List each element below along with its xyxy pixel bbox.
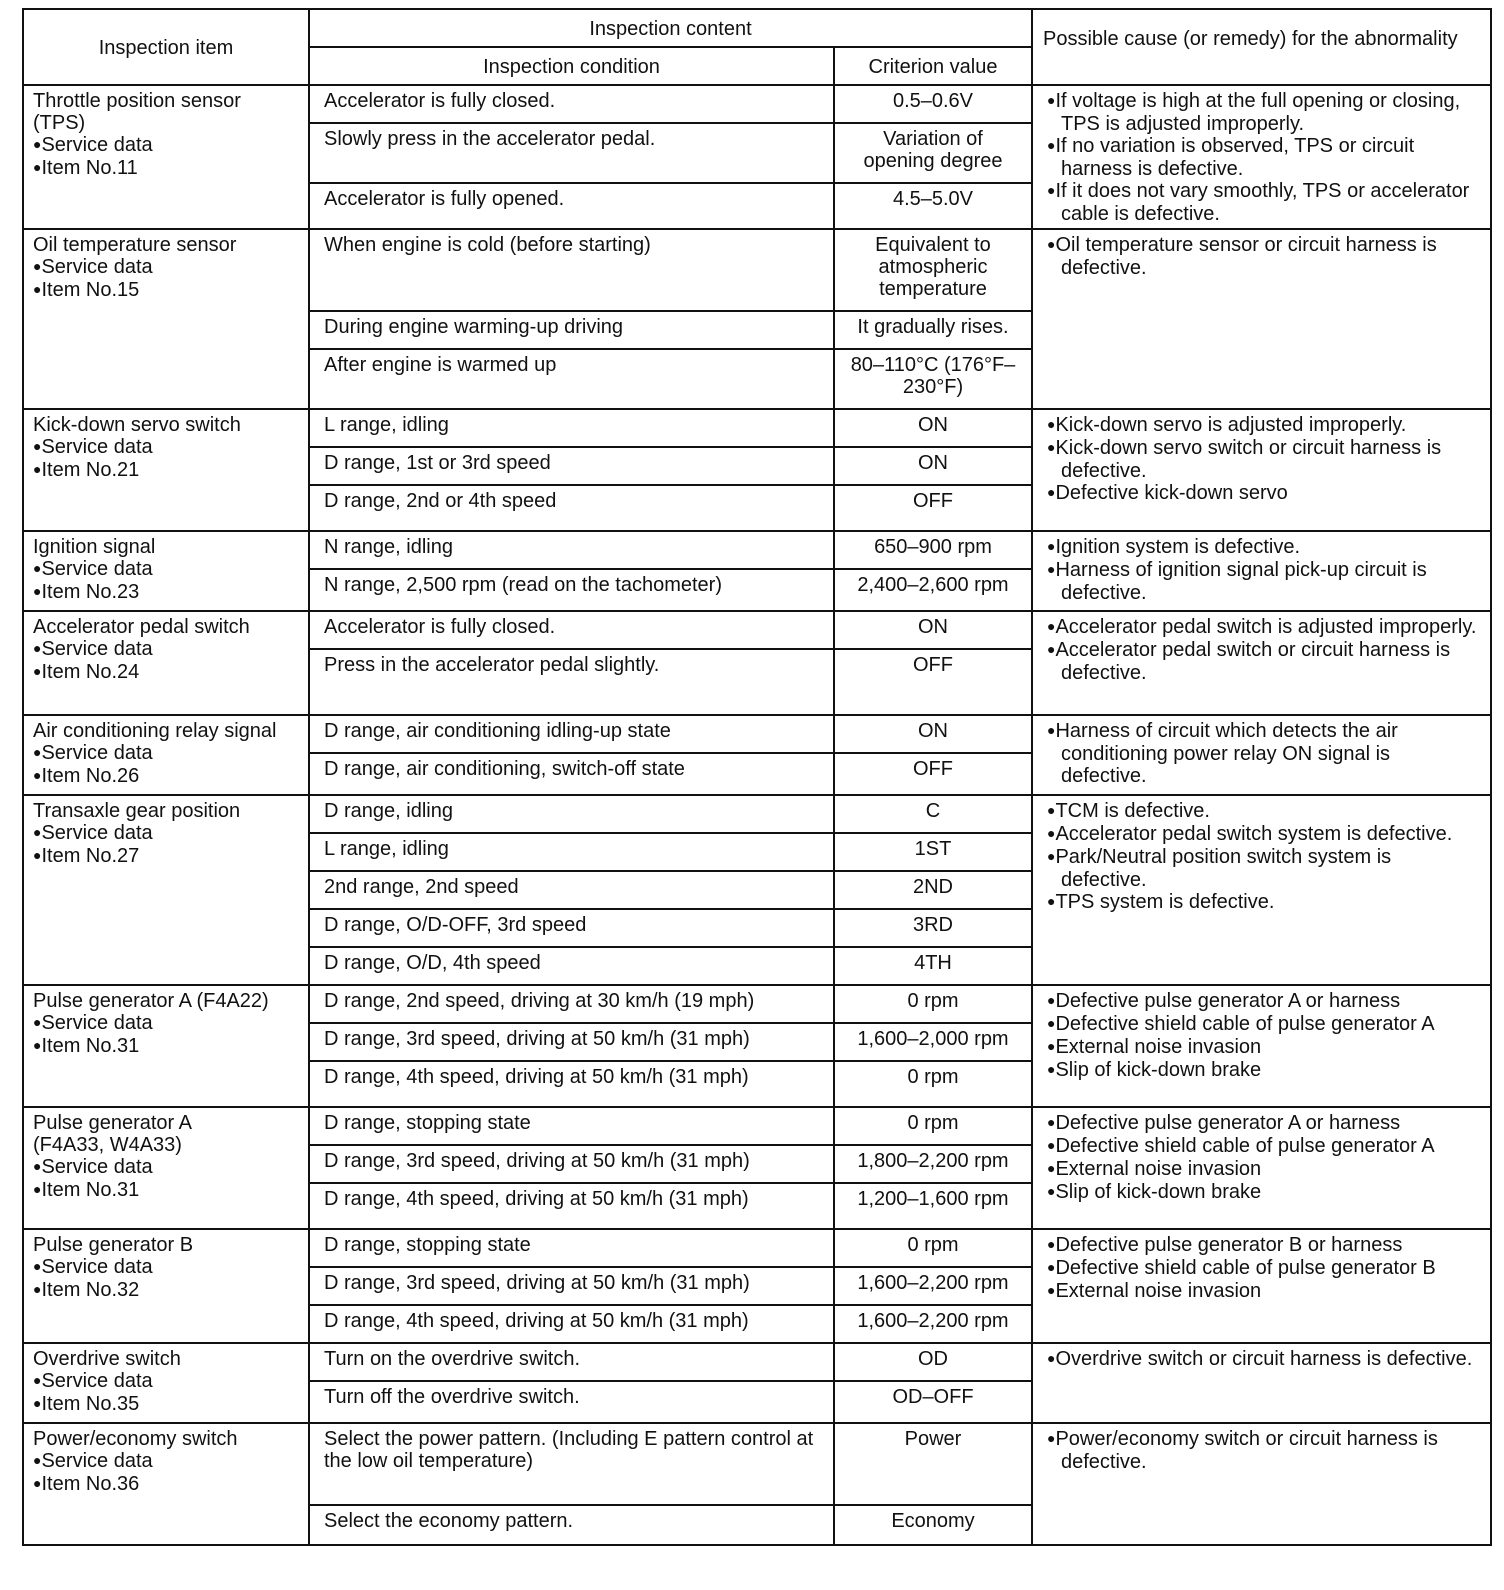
cause-item: [1047, 1135, 1480, 1158]
criterion-value: 3RD: [834, 909, 1032, 947]
possible-cause-cell: [1032, 1229, 1491, 1343]
inspection-item-detail: [33, 765, 298, 788]
inspection-condition: D range, 3rd speed, driving at 50 km/h (31 mph): [309, 1023, 834, 1061]
bullet-icon: ●: [33, 1158, 42, 1174]
inspection-item-detail-text: Service data: [41, 638, 153, 660]
cause-text: If no variation is observed, TPS or circuit harness is defective.: [1055, 135, 1415, 180]
cause-item: [1047, 800, 1480, 823]
cause-item: [1047, 1348, 1480, 1371]
bullet-icon: ●: [33, 583, 42, 599]
inspection-item-detail-text: Item No.35: [41, 1393, 140, 1415]
inspection-condition: D range, air conditioning idling-up state: [309, 715, 834, 753]
inspection-condition: D range, 3rd speed, driving at 50 km/h (31 mph): [309, 1145, 834, 1183]
criterion-value: 1,200–1,600 rpm: [834, 1183, 1032, 1229]
criterion-value: 4TH: [834, 947, 1032, 985]
inspection-condition: Accelerator is fully closed.: [309, 85, 834, 123]
bullet-icon: ●: [1047, 1160, 1056, 1176]
inspection-item-detail: [33, 1473, 298, 1496]
bullet-icon: ●: [1047, 92, 1056, 108]
bullet-icon: ●: [1047, 1183, 1056, 1199]
cause-item: [1047, 234, 1480, 279]
inspection-item-detail-text: Item No.27: [41, 845, 140, 867]
inspection-item-title: Ignition signal: [33, 536, 156, 558]
inspection-condition: After engine is warmed up: [309, 349, 834, 409]
inspection-item-detail-text: Item No.36: [41, 1473, 140, 1495]
inspection-item-detail-text: Service data: [41, 436, 153, 458]
inspection-item-cell: [23, 795, 309, 985]
cause-text: Harness of ignition signal pick-up circuit is defective.: [1055, 559, 1427, 604]
table-row: [23, 409, 1491, 447]
bullet-icon: ●: [33, 1181, 42, 1197]
inspection-item-detail: [33, 558, 298, 581]
inspection-item-title: Overdrive switch: [33, 1348, 181, 1370]
inspection-item-detail: [33, 822, 298, 845]
bullet-icon: ●: [33, 663, 42, 679]
criterion-value: 1,800–2,200 rpm: [834, 1145, 1032, 1183]
inspection-condition: N range, idling: [309, 531, 834, 569]
bullet-icon: ●: [33, 1258, 42, 1274]
header-inspection-content: Inspection content: [309, 9, 1032, 47]
inspection-item-detail: [33, 1279, 298, 1302]
bullet-icon: ●: [33, 281, 42, 297]
cause-item: [1047, 1181, 1480, 1204]
bullet-icon: ●: [33, 438, 42, 454]
inspection-item-detail: [33, 1156, 298, 1179]
inspection-item-detail-text: Service data: [41, 1012, 153, 1034]
cause-item: [1047, 1013, 1480, 1036]
inspection-item-detail: [33, 459, 298, 482]
inspection-condition: L range, idling: [309, 833, 834, 871]
table-row: [23, 1423, 1491, 1505]
inspection-condition: When engine is cold (before starting): [309, 229, 834, 311]
inspection-item-detail: [33, 1256, 298, 1279]
bullet-icon: ●: [33, 847, 42, 863]
inspection-item-title: Pulse generator A (F4A22): [33, 990, 269, 1012]
bullet-icon: ●: [1047, 825, 1056, 841]
bullet-icon: ●: [33, 1281, 42, 1297]
table-row: [23, 531, 1491, 569]
cause-item: [1047, 90, 1480, 135]
criterion-value: 650–900 rpm: [834, 531, 1032, 569]
inspection-item-detail-text: Service data: [41, 1156, 153, 1178]
inspection-item-title: Transaxle gear position: [33, 800, 241, 822]
cause-text: Accelerator pedal switch system is defective.: [1055, 823, 1453, 845]
header-inspection-item: Inspection item: [23, 9, 309, 85]
cause-text: Accelerator pedal switch or circuit harness is defective.: [1055, 639, 1451, 684]
table-row: [23, 715, 1491, 753]
cause-text: Defective pulse generator A or harness: [1055, 990, 1401, 1012]
inspection-condition: D range, 2nd speed, driving at 30 km/h (19 mph): [309, 985, 834, 1023]
inspection-item-detail: [33, 742, 298, 765]
cause-text: If it does not vary smoothly, TPS or accelerator cable is defective.: [1055, 180, 1470, 225]
inspection-sheet: [22, 8, 1490, 1546]
inspection-item-detail-text: Item No.21: [41, 459, 140, 481]
cause-text: If voltage is high at the full opening or closing, TPS is adjusted improperly.: [1055, 90, 1461, 135]
bullet-icon: ●: [33, 560, 42, 576]
inspection-item-detail: [33, 845, 298, 868]
cause-text: External noise invasion: [1055, 1036, 1262, 1058]
bullet-icon: ●: [33, 767, 42, 783]
inspection-item-cell: [23, 611, 309, 715]
inspection-condition: During engine warming-up driving: [309, 311, 834, 349]
inspection-item-detail-text: Service data: [41, 1256, 153, 1278]
inspection-item-title: Accelerator pedal switch: [33, 616, 250, 638]
cause-text: Park/Neutral position switch system is defective.: [1055, 846, 1392, 891]
cause-item: [1047, 823, 1480, 846]
cause-text: Kick-down servo is adjusted improperly.: [1055, 414, 1407, 436]
cause-item: [1047, 559, 1480, 604]
inspection-item-title: Kick-down servo switch: [33, 414, 241, 436]
inspection-condition: D range, O/D, 4th speed: [309, 947, 834, 985]
bullet-icon: ●: [1047, 1015, 1056, 1031]
inspection-condition: D range, idling: [309, 795, 834, 833]
inspection-condition: D range, 4th speed, driving at 50 km/h (31 mph): [309, 1183, 834, 1229]
cause-text: External noise invasion: [1055, 1158, 1262, 1180]
bullet-icon: ●: [1047, 618, 1056, 634]
cause-text: Slip of kick-down brake: [1055, 1059, 1262, 1081]
bullet-icon: ●: [1047, 722, 1056, 738]
cause-item: [1047, 414, 1480, 437]
inspection-item-cell: [23, 715, 309, 795]
inspection-condition: Accelerator is fully closed.: [309, 611, 834, 649]
criterion-value: OD–OFF: [834, 1381, 1032, 1423]
possible-cause-cell: [1032, 85, 1491, 229]
table-row: [23, 85, 1491, 123]
bullet-icon: ●: [1047, 561, 1056, 577]
cause-item: [1047, 536, 1480, 559]
cause-item: [1047, 1428, 1480, 1473]
criterion-value: 2ND: [834, 871, 1032, 909]
inspection-item-detail: [33, 581, 298, 604]
inspection-condition: D range, 3rd speed, driving at 50 km/h (31 mph): [309, 1267, 834, 1305]
inspection-condition: Slowly press in the accelerator pedal.: [309, 123, 834, 183]
criterion-value: ON: [834, 715, 1032, 753]
bullet-icon: ●: [1047, 439, 1056, 455]
possible-cause-cell: [1032, 229, 1491, 409]
cause-text: Defective kick-down servo: [1055, 482, 1288, 504]
bullet-icon: ●: [1047, 538, 1056, 554]
inspection-condition: D range, 2nd or 4th speed: [309, 485, 834, 531]
bullet-icon: ●: [1047, 893, 1056, 909]
criterion-value: 0.5–0.6V: [834, 85, 1032, 123]
criterion-value: Economy: [834, 1505, 1032, 1545]
inspection-item-detail-text: Service data: [41, 134, 153, 156]
inspection-item-detail-text: Item No.26: [41, 765, 140, 787]
criterion-value: OFF: [834, 649, 1032, 715]
cause-text: Defective shield cable of pulse generator A: [1055, 1013, 1435, 1035]
inspection-condition: Select the economy pattern.: [309, 1505, 834, 1545]
criterion-value: 0 rpm: [834, 1061, 1032, 1107]
bullet-icon: ●: [1047, 992, 1056, 1008]
criterion-value: OFF: [834, 485, 1032, 531]
inspection-item-detail-text: Item No.15: [41, 279, 140, 301]
table-row: [23, 1229, 1491, 1267]
criterion-value: OD: [834, 1343, 1032, 1381]
bullet-icon: ●: [33, 1372, 42, 1388]
inspection-item-cell: [23, 1343, 309, 1423]
possible-cause-cell: [1032, 1423, 1491, 1545]
inspection-item-detail: [33, 157, 298, 180]
inspection-item-detail: [33, 1450, 298, 1473]
bullet-icon: ●: [1047, 1061, 1056, 1077]
bullet-icon: ●: [1047, 1038, 1056, 1054]
bullet-icon: ●: [1047, 182, 1056, 198]
inspection-item-detail-text: Item No.24: [41, 661, 140, 683]
cause-item: [1047, 180, 1480, 225]
possible-cause-cell: [1032, 531, 1491, 611]
cause-text: Kick-down servo switch or circuit harness is defective.: [1055, 437, 1442, 482]
bullet-icon: ●: [1047, 802, 1056, 818]
possible-cause-cell: [1032, 409, 1491, 531]
cause-item: [1047, 1257, 1480, 1280]
possible-cause-cell: [1032, 1343, 1491, 1423]
inspection-item-title: Power/economy switch: [33, 1428, 238, 1450]
cause-text: Overdrive switch or circuit harness is defective.: [1055, 1348, 1473, 1370]
inspection-item-title: Air conditioning relay signal: [33, 720, 277, 742]
inspection-item-detail: [33, 1393, 298, 1416]
inspection-condition: 2nd range, 2nd speed: [309, 871, 834, 909]
table-row: [23, 1107, 1491, 1145]
bullet-icon: ●: [33, 1014, 42, 1030]
criterion-value: 2,400–2,600 rpm: [834, 569, 1032, 611]
inspection-item-detail: [33, 436, 298, 459]
inspection-item-detail: [33, 638, 298, 661]
possible-cause-cell: [1032, 1107, 1491, 1229]
inspection-condition: Press in the accelerator pedal slightly.: [309, 649, 834, 715]
cause-item: [1047, 639, 1480, 684]
criterion-value: 1,600–2,000 rpm: [834, 1023, 1032, 1061]
inspection-item-detail: [33, 1179, 298, 1202]
bullet-icon: ●: [33, 258, 42, 274]
cause-item: [1047, 1158, 1480, 1181]
criterion-value: Equivalent to atmospheric temperature: [834, 229, 1032, 311]
inspection-item-title: (F4A33, W4A33): [33, 1134, 182, 1156]
bullet-icon: ●: [33, 461, 42, 477]
bullet-icon: ●: [33, 640, 42, 656]
inspection-item-cell: [23, 229, 309, 409]
inspection-item-detail-text: Service data: [41, 1450, 153, 1472]
bullet-icon: ●: [1047, 137, 1056, 153]
header-possible-cause: Possible cause (or remedy) for the abnormality: [1032, 9, 1491, 85]
bullet-icon: ●: [1047, 416, 1056, 432]
table-row: [23, 795, 1491, 833]
bullet-icon: ●: [1047, 1282, 1056, 1298]
inspection-item-cell: [23, 1229, 309, 1343]
inspection-condition: D range, O/D-OFF, 3rd speed: [309, 909, 834, 947]
bullet-icon: ●: [1047, 1350, 1056, 1366]
inspection-condition: Turn off the overdrive switch.: [309, 1381, 834, 1423]
cause-text: Defective shield cable of pulse generator B: [1055, 1257, 1436, 1279]
inspection-condition: D range, 1st or 3rd speed: [309, 447, 834, 485]
inspection-item-detail: [33, 279, 298, 302]
table-row: [23, 229, 1491, 311]
inspection-condition: N range, 2,500 rpm (read on the tachometer): [309, 569, 834, 611]
cause-text: Oil temperature sensor or circuit harness is defective.: [1055, 234, 1437, 279]
inspection-item-cell: [23, 409, 309, 531]
cause-item: [1047, 1036, 1480, 1059]
cause-item: [1047, 1112, 1480, 1135]
possible-cause-cell: [1032, 715, 1491, 795]
inspection-item-detail-text: Service data: [41, 822, 153, 844]
bullet-icon: ●: [33, 1037, 42, 1053]
criterion-value: 4.5–5.0V: [834, 183, 1032, 229]
inspection-item-title: Throttle position sensor: [33, 90, 241, 112]
criterion-value: 0 rpm: [834, 1229, 1032, 1267]
cause-text: TCM is defective.: [1055, 800, 1210, 822]
criterion-value: 0 rpm: [834, 985, 1032, 1023]
cause-item: [1047, 437, 1480, 482]
cause-text: Defective pulse generator A or harness: [1055, 1112, 1401, 1134]
bullet-icon: ●: [33, 136, 42, 152]
criterion-value: C: [834, 795, 1032, 833]
inspection-condition: D range, stopping state: [309, 1229, 834, 1267]
possible-cause-cell: [1032, 795, 1491, 985]
bullet-icon: ●: [33, 824, 42, 840]
inspection-item-detail: [33, 1012, 298, 1035]
inspection-condition: D range, 4th speed, driving at 50 km/h (31 mph): [309, 1305, 834, 1343]
inspection-item-title: Pulse generator A: [33, 1112, 192, 1134]
inspection-item-detail-text: Service data: [41, 558, 153, 580]
possible-cause-cell: [1032, 611, 1491, 715]
cause-text: Accelerator pedal switch is adjusted improperly.: [1055, 616, 1477, 638]
inspection-item-detail: [33, 134, 298, 157]
criterion-value: ON: [834, 611, 1032, 649]
cause-text: Slip of kick-down brake: [1055, 1181, 1262, 1203]
inspection-condition: L range, idling: [309, 409, 834, 447]
cause-item: [1047, 135, 1480, 180]
inspection-condition: D range, stopping state: [309, 1107, 834, 1145]
inspection-item-detail-text: Item No.23: [41, 581, 140, 603]
criterion-value: 80–110°C (176°F–230°F): [834, 349, 1032, 409]
cause-text: Ignition system is defective.: [1055, 536, 1301, 558]
inspection-item-detail-text: Item No.31: [41, 1035, 140, 1057]
criterion-value: ON: [834, 447, 1032, 485]
cause-text: Defective shield cable of pulse generator A: [1055, 1135, 1435, 1157]
criterion-value: 1,600–2,200 rpm: [834, 1267, 1032, 1305]
inspection-item-detail-text: Service data: [41, 742, 153, 764]
criterion-value: OFF: [834, 753, 1032, 795]
criterion-value: It gradually rises.: [834, 311, 1032, 349]
table-row: [23, 1343, 1491, 1381]
bullet-icon: ●: [1047, 1430, 1056, 1446]
bullet-icon: ●: [1047, 484, 1056, 500]
criterion-value: 1ST: [834, 833, 1032, 871]
inspection-item-detail: [33, 1035, 298, 1058]
inspection-item-title: Oil temperature sensor: [33, 234, 237, 256]
inspection-condition: Accelerator is fully opened.: [309, 183, 834, 229]
bullet-icon: ●: [1047, 236, 1056, 252]
cause-item: [1047, 891, 1480, 914]
cause-item: [1047, 720, 1480, 787]
cause-item: [1047, 616, 1480, 639]
criterion-value: 1,600–2,200 rpm: [834, 1305, 1032, 1343]
inspection-item-cell: [23, 1107, 309, 1229]
cause-item: [1047, 990, 1480, 1013]
bullet-icon: ●: [1047, 1137, 1056, 1153]
bullet-icon: ●: [1047, 1114, 1056, 1130]
bullet-icon: ●: [33, 1475, 42, 1491]
inspection-item-detail: [33, 1370, 298, 1393]
bullet-icon: ●: [1047, 848, 1056, 864]
inspection-condition: Turn on the overdrive switch.: [309, 1343, 834, 1381]
inspection-item-detail-text: Service data: [41, 256, 153, 278]
cause-item: [1047, 1059, 1480, 1082]
inspection-item-detail: [33, 661, 298, 684]
inspection-item-detail-text: Item No.31: [41, 1179, 140, 1201]
inspection-item-cell: [23, 531, 309, 611]
inspection-item-detail: [33, 256, 298, 279]
bullet-icon: ●: [33, 159, 42, 175]
inspection-item-detail-text: Item No.11: [41, 157, 138, 179]
header-inspection-condition: Inspection condition: [309, 47, 834, 85]
inspection-item-title: Pulse generator B: [33, 1234, 194, 1256]
table-row: [23, 985, 1491, 1023]
cause-text: Defective pulse generator B or harness: [1055, 1234, 1403, 1256]
inspection-condition: D range, 4th speed, driving at 50 km/h (31 mph): [309, 1061, 834, 1107]
criterion-value: Variation of opening degree: [834, 123, 1032, 183]
bullet-icon: ●: [1047, 641, 1056, 657]
inspection-table: [22, 8, 1492, 1546]
table-row: [23, 611, 1491, 649]
bullet-icon: ●: [33, 1395, 42, 1411]
inspection-item-detail-text: Item No.32: [41, 1279, 140, 1301]
cause-text: External noise invasion: [1055, 1280, 1262, 1302]
inspection-condition: D range, air conditioning, switch-off state: [309, 753, 834, 795]
cause-item: [1047, 846, 1480, 891]
cause-item: [1047, 1234, 1480, 1257]
criterion-value: ON: [834, 409, 1032, 447]
inspection-rows: [23, 85, 1491, 1545]
possible-cause-cell: [1032, 985, 1491, 1107]
header-criterion-value: Criterion value: [834, 47, 1032, 85]
bullet-icon: ●: [33, 1452, 42, 1468]
bullet-icon: ●: [1047, 1259, 1056, 1275]
cause-text: Power/economy switch or circuit harness is defective.: [1055, 1428, 1438, 1473]
inspection-item-cell: [23, 85, 309, 229]
inspection-condition: Select the power pattern. (Including E pattern control at the low oil temperature): [309, 1423, 834, 1505]
cause-text: Harness of circuit which detects the air conditioning power relay ON signal is defective.: [1055, 720, 1398, 787]
bullet-icon: ●: [33, 744, 42, 760]
inspection-item-detail-text: Service data: [41, 1370, 153, 1392]
bullet-icon: ●: [1047, 1236, 1056, 1252]
cause-text: TPS system is defective.: [1055, 891, 1275, 913]
cause-item: [1047, 482, 1480, 505]
inspection-item-cell: [23, 985, 309, 1107]
inspection-item-cell: [23, 1423, 309, 1545]
inspection-item-title: (TPS): [33, 112, 86, 134]
cause-item: [1047, 1280, 1480, 1303]
criterion-value: 0 rpm: [834, 1107, 1032, 1145]
criterion-value: Power: [834, 1423, 1032, 1505]
